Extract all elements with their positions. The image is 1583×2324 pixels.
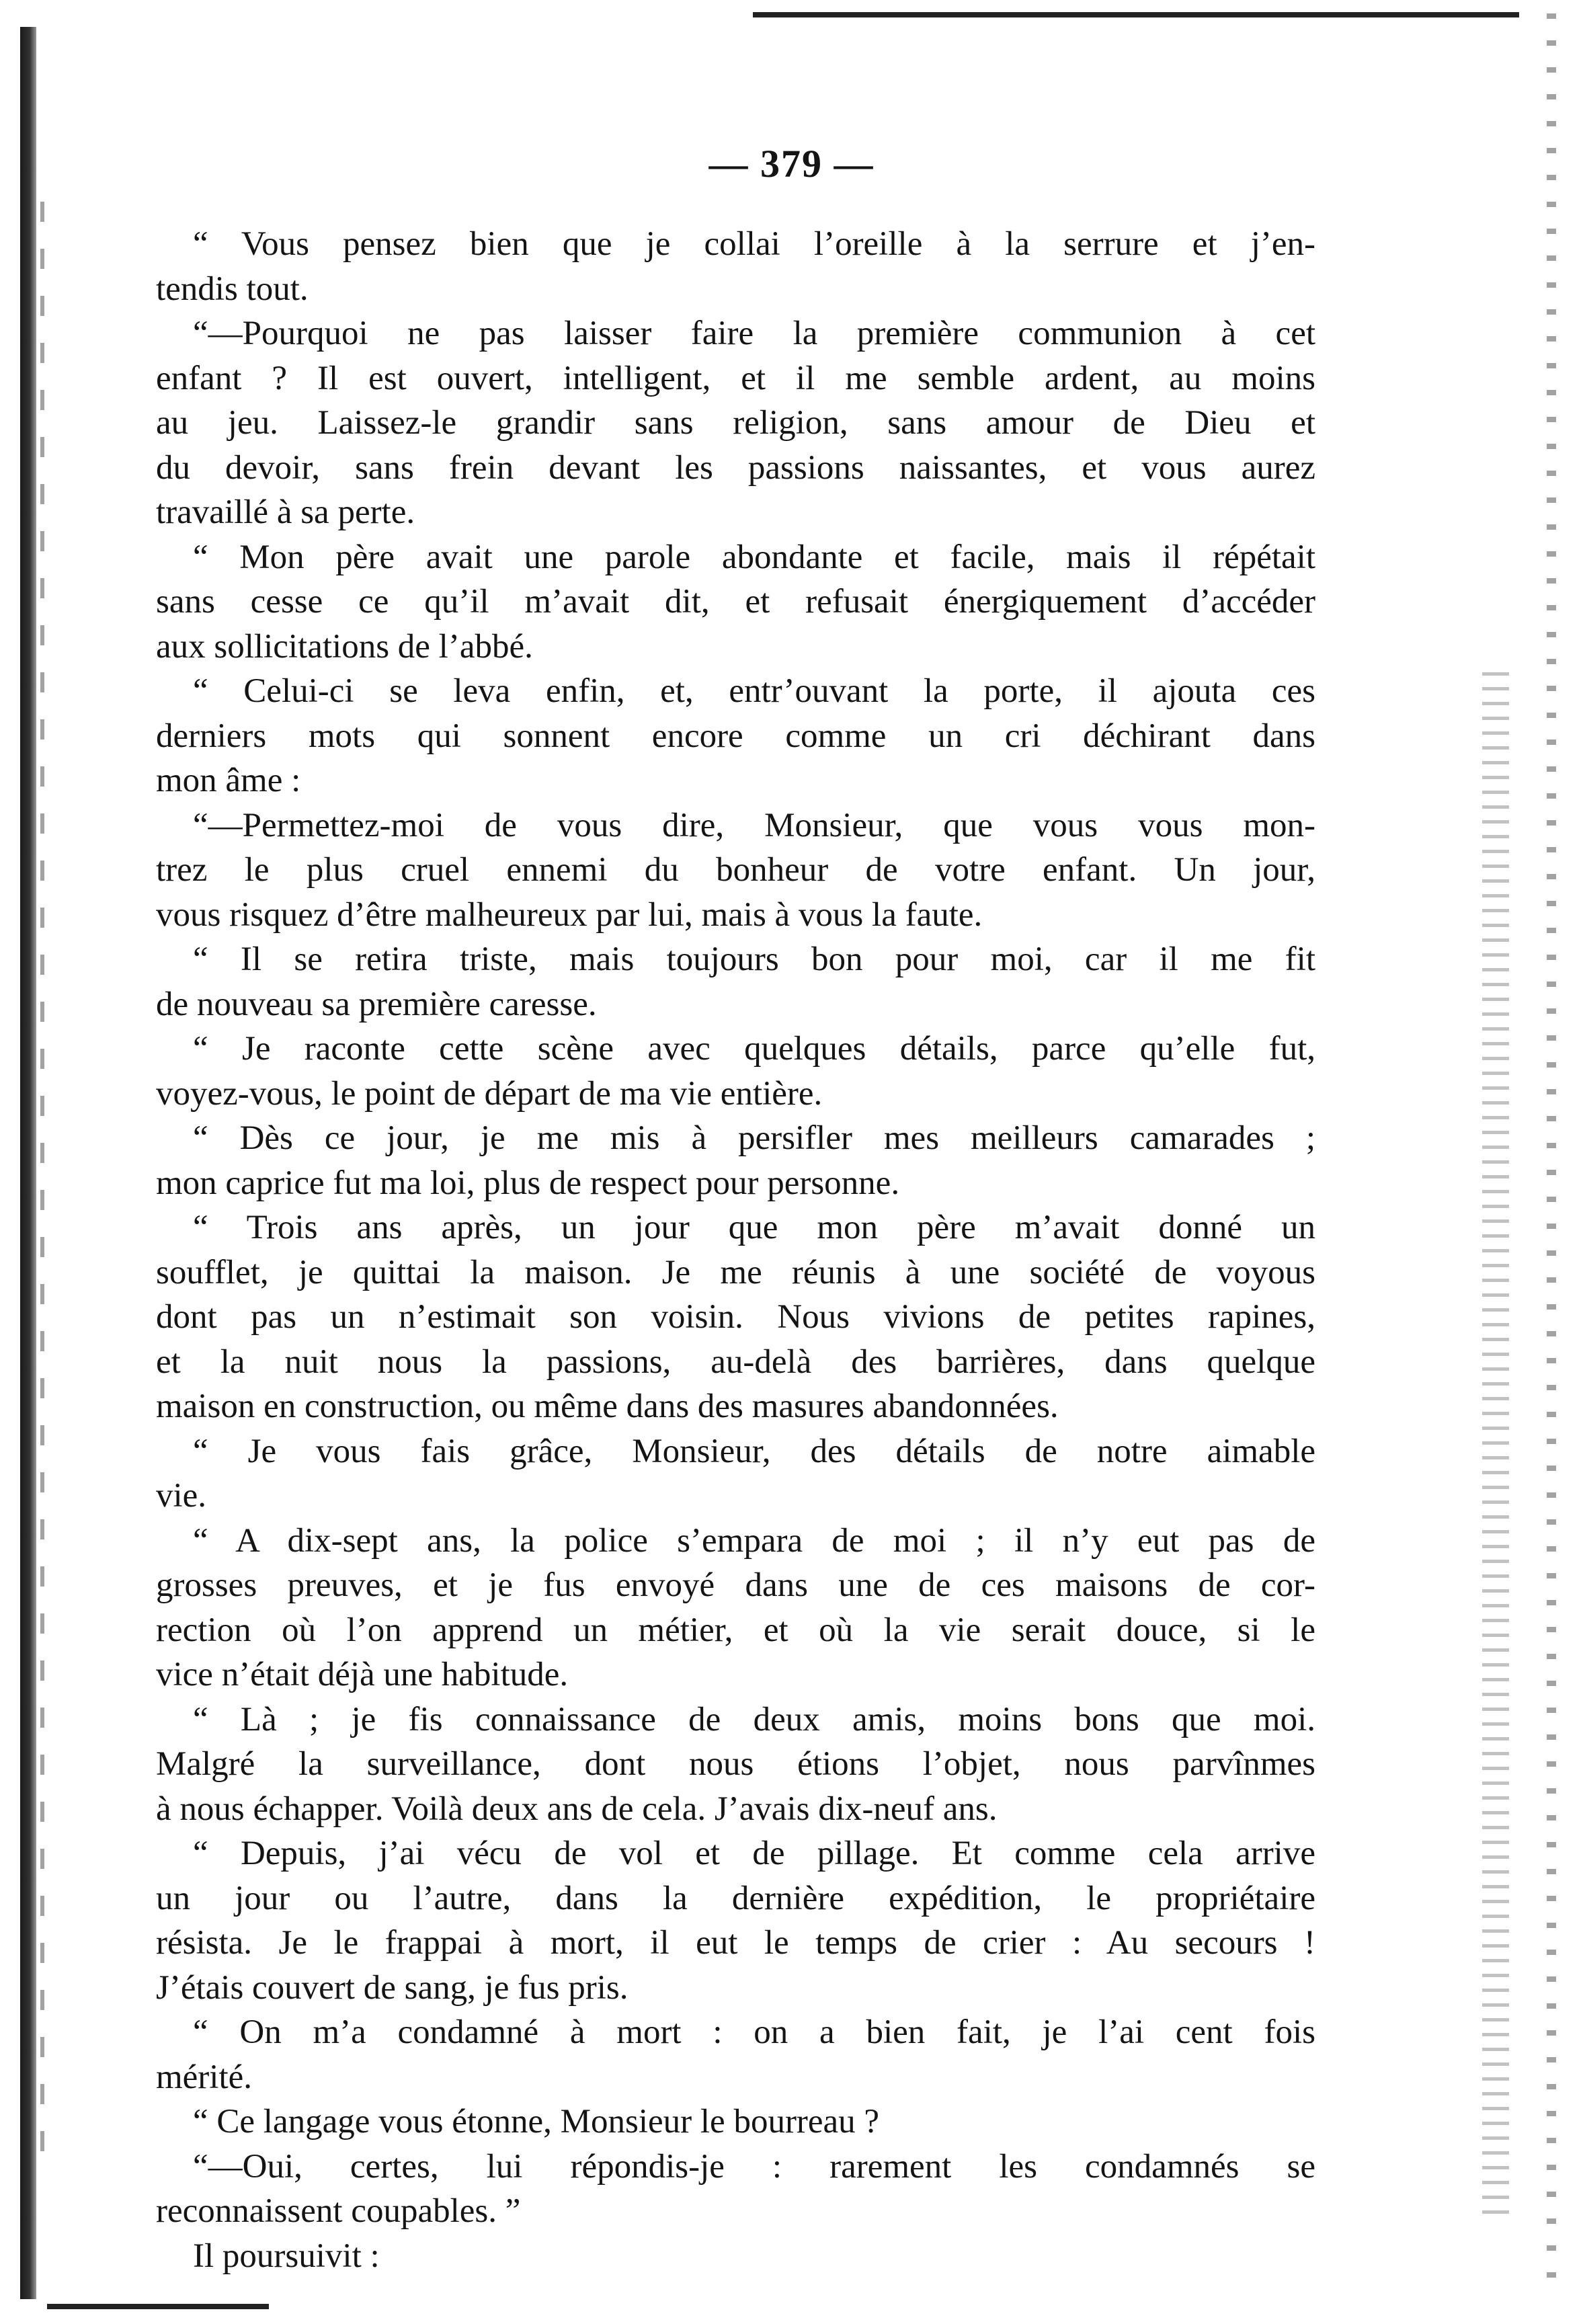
text-line: voyez-vous, le point de départ de ma vie entière.	[156, 1074, 823, 1113]
text-line: J’étais couvert de sang, je fus pris.	[156, 1968, 628, 2007]
text-line: mon caprice fut ma loi, plus de respect pour personne.	[156, 1164, 900, 1202]
text-line: “ Depuis, j’ai vécu de vol et de pillage. Et comme cela arrive	[193, 1835, 1315, 1872]
text-line: dont pas un n’estimait son voisin. Nous vivions de petites rapines,	[156, 1298, 1315, 1336]
text-line: “—Permettez-moi de vous dire, Monsieur, que vous vous mon-	[193, 806, 1315, 844]
text-line: mérité.	[156, 2058, 253, 2096]
text-line: “ A dix-sept ans, la police s’empara de moi ; il n’y eut pas de	[193, 1521, 1315, 1560]
text-line: soufflet, je quittai la maison. Je me réunis à une société de voyous	[156, 1253, 1315, 1291]
text-line: derniers mots qui sonnent encore comme un cri déchirant dans	[156, 717, 1315, 755]
text-line: “ Celui-ci se leva enfin, et, entr’ouvant la porte, il ajouta ces	[193, 672, 1315, 710]
text-line: mon âme :	[156, 762, 301, 799]
scan-top-rule	[753, 12, 1519, 17]
text-line: “—Oui, certes, lui répondis-je : rarement les condamnés se	[193, 2147, 1315, 2186]
text-line: tendis tout.	[156, 270, 309, 308]
text-line: “ Dès ce jour, je me mis à persifler mes meilleurs camarades ;	[193, 1119, 1315, 1157]
text-line: trez le plus cruel ennemi du bonheur de votre enfant. Un jour,	[156, 851, 1315, 889]
text-line: et la nuit nous la passions, au-delà des barrières, dans quelque	[156, 1343, 1315, 1381]
text-line: du devoir, sans frein devant les passions naissantes, et vous aurez	[156, 448, 1315, 487]
text-line: aux sollicitations de l’abbé.	[156, 627, 533, 666]
text-line: “ Mon père avait une parole abondante et facile, mais il répétait	[193, 538, 1315, 576]
text-line: “ Il se retira triste, mais toujours bon pour moi, car il me fit	[193, 940, 1315, 978]
scan-edge-right-marks	[1482, 672, 1509, 2218]
text-line: maison en construction, ou même dans des masures abandonnées.	[156, 1388, 1059, 1425]
scan-edge-left-marks	[40, 202, 44, 2151]
text-line: enfant ? Il est ouvert, intelligent, et il me semble ardent, au moins	[156, 359, 1315, 397]
text-line: grosses preuves, et je fus envoyé dans une de ces maisons de cor-	[156, 1566, 1315, 1604]
text-line: sans cesse ce qu’il m’avait dit, et refusait énergiquement d’accéder	[156, 583, 1315, 620]
text-line: rection où l’on apprend un métier, et où la vie serait douce, si le	[156, 1611, 1315, 1649]
scan-edge-left	[20, 27, 36, 2299]
text-line: Malgré la surveillance, dont nous étions l’objet, nous parvînmes	[156, 1745, 1315, 1783]
text-line: Il poursuivit :	[193, 2237, 380, 2275]
text-line: au jeu. Laissez-le grandir sans religion, sans amour de Dieu et	[156, 404, 1315, 442]
text-line: reconnaissent coupables. ”	[156, 2192, 521, 2230]
text-line: vous risquez d’être malheureux par lui, mais à vous la faute.	[156, 895, 983, 934]
page-number: — 379 —	[708, 142, 875, 186]
text-line: “ Je vous fais grâce, Monsieur, des détails de notre aimable	[193, 1432, 1315, 1470]
text-line: un jour ou l’autre, dans la dernière expédition, le propriétaire	[156, 1879, 1315, 1917]
page-text	[156, 222, 1315, 2278]
text-line: “ Trois ans après, un jour que mon père m’avait donné un	[193, 1209, 1315, 1246]
text-line: résista. Je le frappai à mort, il eut le temps de crier : Au secours !	[156, 1924, 1315, 1962]
text-line: “—Pourquoi ne pas laisser faire la première communion à cet	[193, 315, 1315, 352]
text-line: vice n’était déjà une habitude.	[156, 1656, 569, 1693]
scan-bottom-rule	[47, 2304, 269, 2309]
scan-edge-right	[1547, 13, 1556, 2299]
text-line: “ Là ; je fis connaissance de deux amis, moins bons que moi.	[193, 1700, 1315, 1738]
text-line: travaillé à sa perte.	[156, 493, 415, 531]
text-line: “ Ce langage vous étonne, Monsieur le bourreau ?	[193, 2103, 880, 2140]
text-line: à nous échapper. Voilà deux ans de cela. J’avais dix-neuf ans.	[156, 1790, 998, 1828]
text-line: de nouveau sa première caresse.	[156, 985, 597, 1023]
text-line: “ On m’a condamné à mort : on a bien fait, je l’ai cent fois	[193, 2013, 1315, 2051]
text-line: “ Je raconte cette scène avec quelques détails, parce qu’elle fut,	[193, 1030, 1315, 1068]
text-line: “ Vous pensez bien que je collai l’oreille à la serrure et j’en-	[193, 225, 1315, 263]
text-line: vie.	[156, 1477, 207, 1515]
